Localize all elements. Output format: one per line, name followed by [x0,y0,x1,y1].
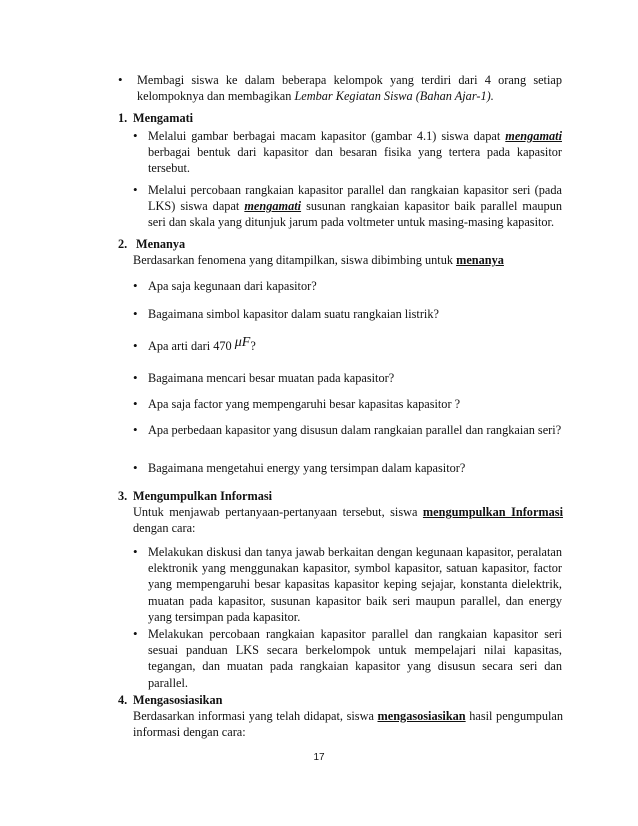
microfarad-unit: μF [234,335,251,350]
bullet-icon: • [133,626,138,641]
s4-intro: Berdasarkan informasi yang telah didapat, siswa mengasosiasikan hasil pengumpulan informasi dengan cara: [133,709,563,740]
bullet-icon: • [133,338,138,353]
bullet-icon: • [133,306,138,321]
s3-bullet-2: Melakukan percobaan rangkaian kapasitor parallel dan rangkaian kapasitor seri sesuai panduan LKS secara berkelompok untuk mempelajari nilai kapasitas, tegangan, dan muatan pada rangkaian kapasitor yang disusun secara seri dan parallel. [148,627,562,690]
bullet-icon: • [133,182,138,197]
section-1-number: 1. [118,111,128,125]
section-4-number: 4. [118,693,128,707]
section-3-number: 3. [118,489,128,503]
section-3-title: Mengumpulkan Informasi [133,489,273,503]
section-2-title: Menanya [136,237,186,251]
s2-intro: Berdasarkan fenomena yang ditampilkan, siswa dibimbing untuk menanya [133,253,504,267]
section-2-number: 2. [118,237,128,251]
page-number: 17 [313,752,325,763]
bullet-icon: • [133,278,138,293]
intro-italic-text: Lembar Kegiatan Siswa (Bahan Ajar-1). [294,89,494,104]
bullet-icon: • [133,544,138,559]
s3-bullet-1: Melakukan diskusi dan tanya jawab berkaitan dengan kegunaan kapasitor, peralatan elektronik yang menggunakan kapasitor, symbol kapasitor, satuan kapasitor, factor yang mempengaruhi besar kapasitas kapasitor keping sejajar, konstanta dielektrik, muatan pada kapasitor, susunan kapasitor baik seri maupun parallel, dan energy yang tersimpan pada kapasitor. [148,545,562,624]
keyword-mengasosiasikan: mengasosiasikan [377,709,466,723]
s3-intro: Untuk menjawab pertanyaan-pertanyaan tersebut, siswa mengumpulkan Informasi dengan cara: [133,505,564,536]
section-1-title: Mengamati [133,111,194,125]
question-1: Apa saja kegunaan dari kapasitor? [148,279,317,293]
section-4-title: Mengasosiasikan [133,693,223,707]
question-6: Apa perbedaan kapasitor yang disusun dalam rangkaian parallel dan rangkaian seri? [148,423,562,437]
bullet-icon: • [133,460,138,475]
keyword-mengamati: mengamati [505,129,562,143]
bullet-icon: • [133,370,138,385]
s1-bullet-2: Melalui percobaan rangkaian kapasitor parallel dan rangkaian kapasitor seri (pada LKS) siswa dapat mengamati susunan rangkaian kapasitor baik parallel maupun seri dan skala yang ditunjuk jarum pada voltmeter untuk masing-masing kapasitor. [148,183,562,230]
question-3: Apa arti dari 470 μF? [148,335,256,353]
question-4: Bagaimana mencari besar muatan pada kapasitor? [148,371,395,385]
intro-paragraph: Membagi siswa ke dalam beberapa kelompok yang terdiri dari 4 orang setiap kelompoknya dan membagikan Lembar Kegiatan Siswa (Bahan Ajar-1). [137,73,562,104]
bullet-icon: • [118,72,123,87]
bullet-icon: • [133,128,138,143]
keyword-menanya: menanya [456,253,504,267]
bullet-icon: • [133,396,138,411]
question-5: Apa saja factor yang mempengaruhi besar kapasitas kapasitor ? [148,397,461,411]
question-2: Bagaimana simbol kapasitor dalam suatu rangkaian listrik? [148,307,439,321]
question-7: Bagaimana mengetahui energy yang tersimpan dalam kapasitor? [148,461,466,475]
bullet-icon: • [133,422,138,437]
s1-bullet-1: Melalui gambar berbagai macam kapasitor (gambar 4.1) siswa dapat mengamati berbagai bentuk dari kapasitor dan besaran fisika yang tertera pada kapasitor tersebut. [148,129,562,176]
keyword-mengamati: mengamati [244,199,302,214]
keyword-mengumpulkan-informasi: mengumpulkan Informasi [422,505,564,519]
